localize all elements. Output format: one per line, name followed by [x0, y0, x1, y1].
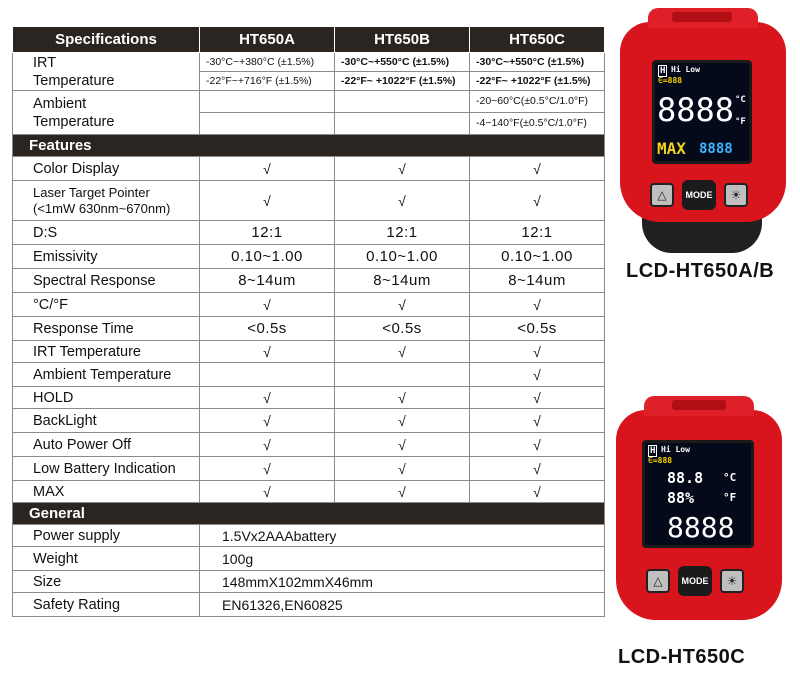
feature-label: Spectral Response	[13, 269, 200, 293]
feature-value: 12:1	[470, 221, 605, 245]
device-screen	[652, 60, 752, 164]
unit-fahrenheit: °F	[723, 491, 737, 504]
ambient-label-line1: Ambient	[33, 95, 87, 112]
feature-label: Response Time	[13, 317, 200, 341]
irt-c-celsius: -30°C~+550°C (±1.5%)	[470, 53, 605, 72]
header-ht650b: HT650B	[335, 27, 470, 53]
table-row	[13, 409, 605, 433]
laser-label-line2: (<1mW 630nm~670nm)	[33, 200, 171, 216]
feature-value: √	[470, 293, 605, 317]
general-label: Weight	[13, 547, 200, 571]
feature-label: HOLD	[13, 387, 200, 409]
emissivity-readout: ∈=888	[648, 456, 673, 465]
header-ht650a: HT650A	[200, 27, 335, 53]
feature-label: Low Battery Indication	[13, 457, 200, 481]
ambient-c-celsius: -20~60°C(±0.5°C/1.0°F)	[470, 91, 605, 113]
feature-value: √	[470, 363, 605, 387]
hold-icon: H	[650, 446, 656, 456]
ambient-label-line2: Temperature	[33, 113, 115, 130]
feature-label: °C/°F	[13, 293, 200, 317]
general-value: 100g	[200, 547, 605, 571]
device-buttons	[646, 566, 744, 596]
irt-label-line1: IRT	[33, 54, 57, 71]
feature-value: 8~14um	[335, 269, 470, 293]
feature-value: <0.5s	[200, 317, 335, 341]
main-digits: 8888	[667, 511, 735, 544]
section-title-general: General	[13, 503, 605, 525]
ambient-a-celsius	[200, 91, 335, 113]
feature-value: 0.10~1.00	[335, 245, 470, 269]
table-row	[13, 221, 605, 245]
irt-label-line2: Temperature	[33, 72, 115, 89]
feature-value: 12:1	[335, 221, 470, 245]
table-row	[13, 269, 605, 293]
irt-a-celsius: -30°C~+380°C (±1.5%)	[200, 53, 335, 72]
section-title-features: Features	[13, 135, 605, 157]
feature-value: √	[335, 387, 470, 409]
feature-value	[335, 363, 470, 387]
feature-label: Color Display	[13, 157, 200, 181]
feature-value: √	[200, 433, 335, 457]
ambient-c-fahrenheit: -4~140°F(±0.5°C/1.0°F)	[470, 113, 605, 135]
caption-ht650ab: LCD-HT650A/B	[626, 260, 775, 282]
feature-value: 8~14um	[200, 269, 335, 293]
table-row	[13, 571, 605, 593]
unit-celsius: °C	[735, 95, 746, 105]
feature-value: √	[335, 481, 470, 503]
feature-value: √	[200, 457, 335, 481]
feature-value: 0.10~1.00	[470, 245, 605, 269]
general-label: Size	[13, 571, 200, 593]
table-row-ambient-1	[13, 91, 605, 113]
feature-label: BackLight	[13, 409, 200, 433]
feature-value: √	[200, 293, 335, 317]
feature-value: √	[335, 181, 470, 221]
feature-value: √	[200, 341, 335, 363]
table-row	[13, 317, 605, 341]
feature-value: 8~14um	[470, 269, 605, 293]
warning-button: △	[646, 569, 670, 593]
device-image-ht650ab	[620, 8, 786, 248]
temperature-digits: 88.8	[667, 469, 704, 487]
feature-value: √	[470, 157, 605, 181]
table-row-irt-1	[13, 53, 605, 72]
feature-value: √	[470, 481, 605, 503]
section-general	[13, 503, 605, 525]
device-screen	[642, 440, 754, 548]
table-row	[13, 593, 605, 617]
feature-value: √	[335, 293, 470, 317]
backlight-button: ☀	[724, 183, 748, 207]
table-row	[13, 245, 605, 269]
feature-label-laser	[13, 181, 200, 221]
caption-ht650c: LCD-HT650C	[618, 646, 746, 668]
humidity-digits: 88%	[667, 489, 695, 507]
device-image-ht650c	[616, 396, 782, 636]
secondary-digits: 8888	[699, 141, 733, 157]
general-label: Safety Rating	[13, 593, 200, 617]
device-vent	[672, 12, 732, 22]
irt-b-fahrenheit: -22°F~ +1022°F (±1.5%)	[335, 72, 470, 91]
table-row	[13, 547, 605, 571]
device-buttons	[650, 180, 748, 210]
backlight-button: ☀	[720, 569, 744, 593]
table-header-row	[13, 27, 605, 53]
max-label: MAX	[657, 139, 686, 158]
feature-value: √	[335, 341, 470, 363]
ambient-b-fahrenheit	[335, 113, 470, 135]
feature-value: <0.5s	[335, 317, 470, 341]
feature-value: √	[200, 409, 335, 433]
warning-button: △	[650, 183, 674, 207]
table-row	[13, 457, 605, 481]
unit-celsius: °C	[723, 471, 737, 484]
feature-value: √	[470, 387, 605, 409]
table-row	[13, 387, 605, 409]
feature-value: 0.10~1.00	[200, 245, 335, 269]
feature-label: Auto Power Off	[13, 433, 200, 457]
irt-a-fahrenheit: -22°F~+716°F (±1.5%)	[200, 72, 335, 91]
feature-value: √	[335, 157, 470, 181]
general-value: 1.5Vx2AAAbattery	[200, 525, 605, 547]
feature-label: D:S	[13, 221, 200, 245]
feature-value	[200, 363, 335, 387]
feature-label: IRT Temperature	[13, 341, 200, 363]
ambient-b-celsius	[335, 91, 470, 113]
feature-value: √	[335, 457, 470, 481]
main-digits: 8888	[657, 91, 735, 129]
emissivity-readout: ∈=888	[658, 76, 683, 85]
feature-value: √	[200, 481, 335, 503]
hilow-indicator: Hi Low	[661, 445, 690, 454]
table-row	[13, 481, 605, 503]
hilow-indicator: Hi Low	[671, 65, 700, 74]
laser-label-line1: Laser Target Pointer	[33, 184, 150, 200]
irt-c-fahrenheit: -22°F~ +1022°F (±1.5%)	[470, 72, 605, 91]
table-row	[13, 525, 605, 547]
feature-value: √	[470, 433, 605, 457]
feature-value: √	[470, 181, 605, 221]
feature-value: √	[470, 409, 605, 433]
ambient-a-fahrenheit	[200, 113, 335, 135]
feature-label: Ambient Temperature	[13, 363, 200, 387]
irt-b-celsius: -30°C~+550°C (±1.5%)	[335, 53, 470, 72]
header-ht650c: HT650C	[470, 27, 605, 53]
feature-label: MAX	[13, 481, 200, 503]
header-specifications: Specifications	[13, 27, 200, 53]
table-row	[13, 433, 605, 457]
device-vent	[672, 400, 726, 410]
table-row	[13, 293, 605, 317]
row-label-irt-temperature	[13, 53, 200, 91]
general-value: 148mmX102mmX46mm	[200, 571, 605, 593]
feature-label: Emissivity	[13, 245, 200, 269]
feature-value: √	[335, 409, 470, 433]
feature-value: √	[470, 341, 605, 363]
hold-icon: H	[660, 66, 666, 76]
mode-button: MODE	[682, 180, 716, 210]
table-row	[13, 157, 605, 181]
feature-value: √	[200, 181, 335, 221]
general-label: Power supply	[13, 525, 200, 547]
row-label-ambient-temperature	[13, 91, 200, 135]
feature-value: √	[200, 387, 335, 409]
mode-button: MODE	[678, 566, 712, 596]
feature-value: 12:1	[200, 221, 335, 245]
table-row	[13, 181, 605, 221]
feature-value: √	[470, 457, 605, 481]
table-row	[13, 363, 605, 387]
unit-fahrenheit: °F	[735, 117, 746, 127]
feature-value: <0.5s	[470, 317, 605, 341]
feature-value: √	[335, 433, 470, 457]
feature-value: √	[200, 157, 335, 181]
section-features	[13, 135, 605, 157]
table-row	[13, 341, 605, 363]
general-value: EN61326,EN60825	[200, 593, 605, 617]
spec-table	[12, 26, 605, 617]
